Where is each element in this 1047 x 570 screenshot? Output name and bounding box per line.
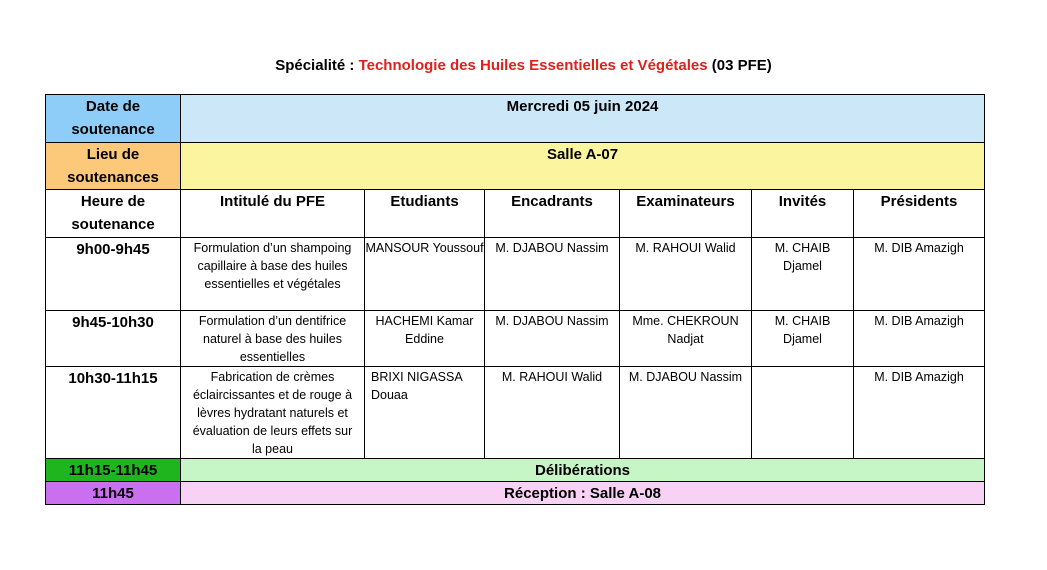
row-examiners: M. RAHOUI Walid <box>620 238 752 311</box>
table-row <box>46 311 985 367</box>
specialty-name: Technologie des Huiles Essentielles et Végétales <box>358 57 708 74</box>
row-guests: M. CHAIB Djamel <box>752 311 854 367</box>
col-header-guests: Invités <box>752 190 854 238</box>
deliberation-label: Délibérations <box>181 459 985 482</box>
row-presidents: M. DIB Amazigh <box>854 311 985 367</box>
col-header-title: Intitulé du PFE <box>181 190 365 238</box>
reception-time: 11h45 <box>46 482 181 505</box>
row-title: Formulation d’un dentifrice naturel à base des huiles essentielles <box>181 311 365 367</box>
row-title: Fabrication de crèmes éclaircissantes et de rouge à lèvres hydratant naturels et évaluation de leurs effets sur la peau <box>181 367 365 459</box>
schedule-table <box>45 94 985 505</box>
page-title <box>0 57 1047 75</box>
row-presidents: M. DIB Amazigh <box>854 367 985 459</box>
row-students: BRIXI NIGASSA Douaa <box>365 367 485 459</box>
row-supervisors: M. RAHOUI Walid <box>485 367 620 459</box>
row-presidents: M. DIB Amazigh <box>854 238 985 311</box>
reception-row <box>46 482 985 505</box>
table-row <box>46 367 985 459</box>
deliberation-row <box>46 459 985 482</box>
row-students: MANSOUR Youssouf <box>365 238 485 311</box>
row-time: 9h00-9h45 <box>46 238 181 311</box>
row-title: Formulation d’un shampoing capillaire à base des huiles essentielles et végétales <box>181 238 365 311</box>
row-supervisors: M. DJABOU Nassim <box>485 311 620 367</box>
title-suffix: (03 PFE) <box>707 57 772 74</box>
row-guests <box>752 367 854 459</box>
deliberation-time: 11h15-11h45 <box>46 459 181 482</box>
row-guests: M. CHAIB Djamel <box>752 238 854 311</box>
col-header-presidents: Présidents <box>854 190 985 238</box>
col-header-students: Etudiants <box>365 190 485 238</box>
row-time: 9h45-10h30 <box>46 311 181 367</box>
place-value: Salle A-07 <box>181 143 985 190</box>
date-label: Date de soutenance <box>46 95 181 143</box>
table-row <box>46 238 985 311</box>
place-label: Lieu de soutenances <box>46 143 181 190</box>
row-students: HACHEMI Kamar Eddine <box>365 311 485 367</box>
row-examiners: M. DJABOU Nassim <box>620 367 752 459</box>
date-row <box>46 95 985 143</box>
date-value: Mercredi 05 juin 2024 <box>181 95 985 143</box>
reception-label: Réception : Salle A-08 <box>181 482 985 505</box>
row-examiners: Mme. CHEKROUN Nadjat <box>620 311 752 367</box>
col-header-time: Heure de soutenance <box>46 190 181 238</box>
col-header-examiners: Examinateurs <box>620 190 752 238</box>
row-time: 10h30-11h15 <box>46 367 181 459</box>
row-supervisors: M. DJABOU Nassim <box>485 238 620 311</box>
title-prefix: Spécialité : <box>275 57 359 74</box>
place-row <box>46 143 985 190</box>
column-header-row <box>46 190 985 238</box>
col-header-supervisors: Encadrants <box>485 190 620 238</box>
